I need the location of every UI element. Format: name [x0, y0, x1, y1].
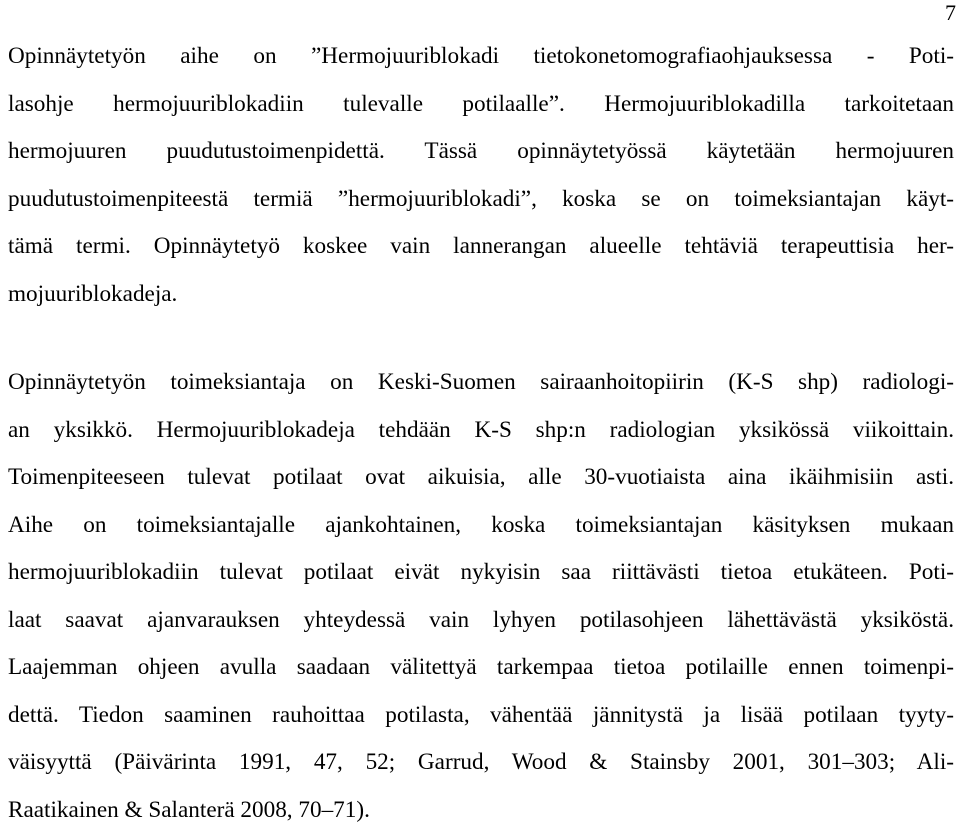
paragraph-topic	[8, 33, 954, 318]
text-line: an yksikkö. Hermojuuriblokadeja tehdään K-S shp:n radiologian yksikössä viikoittain.	[8, 407, 954, 455]
text-line: Raatikainen & Salanterä 2008, 70–71).	[8, 787, 954, 834]
text-line: Toimenpiteeseen tulevat potilaat ovat aikuisia, alle 30-vuotiaista aina ikäihmisiin asti.	[8, 454, 954, 502]
text-line: hermojuuren puudutustoimenpidettä. Tässä opinnäytetyössä käytetään hermojuuren	[8, 128, 954, 176]
text-line: lasohje hermojuuriblokadiin tulevalle potilaalle”. Hermojuuriblokadilla tarkoitetaan	[8, 81, 954, 129]
text-line: Opinnäytetyön aihe on ”Hermojuuriblokadi tietokonetomografiaohjauksessa - Poti-	[8, 33, 954, 81]
paragraph-commissioner	[8, 359, 954, 834]
text-line: hermojuuriblokadiin tulevat potilaat eivät nykyisin saa riittävästi tietoa etukäteen. Poti-	[8, 549, 954, 597]
text-line: Aihe on toimeksiantajalle ajankohtainen, koska toimeksiantajan käsityksen mukaan	[8, 502, 954, 550]
text-line: dettä. Tiedon saaminen rauhoittaa potilasta, vähentää jännitystä ja lisää potilaan tyyty-	[8, 692, 954, 740]
text-line: tämä termi. Opinnäytetyö koskee vain lannerangan alueelle tehtäviä terapeuttisia her-	[8, 223, 954, 271]
text-line: Opinnäytetyön toimeksiantaja on Keski-Suomen sairaanhoitopiirin (K-S shp) radiologi-	[8, 359, 954, 407]
page-number: 7	[945, 0, 956, 26]
text-line: laat saavat ajanvarauksen yhteydessä vain lyhyen potilasohjeen lähettävästä yksiköstä.	[8, 597, 954, 645]
text-line: mojuuriblokadeja.	[8, 271, 954, 319]
text-line: Laajemman ohjeen avulla saadaan välitettyä tarkempaa tietoa potilaille ennen toimenpi-	[8, 644, 954, 692]
text-line: väisyyttä (Päivärinta 1991, 47, 52; Garrud, Wood & Stainsby 2001, 301–303; Ali-	[8, 739, 954, 787]
text-line: puudutustoimenpiteestä termiä ”hermojuuriblokadi”, koska se on toimeksiantajan käyt-	[8, 176, 954, 224]
